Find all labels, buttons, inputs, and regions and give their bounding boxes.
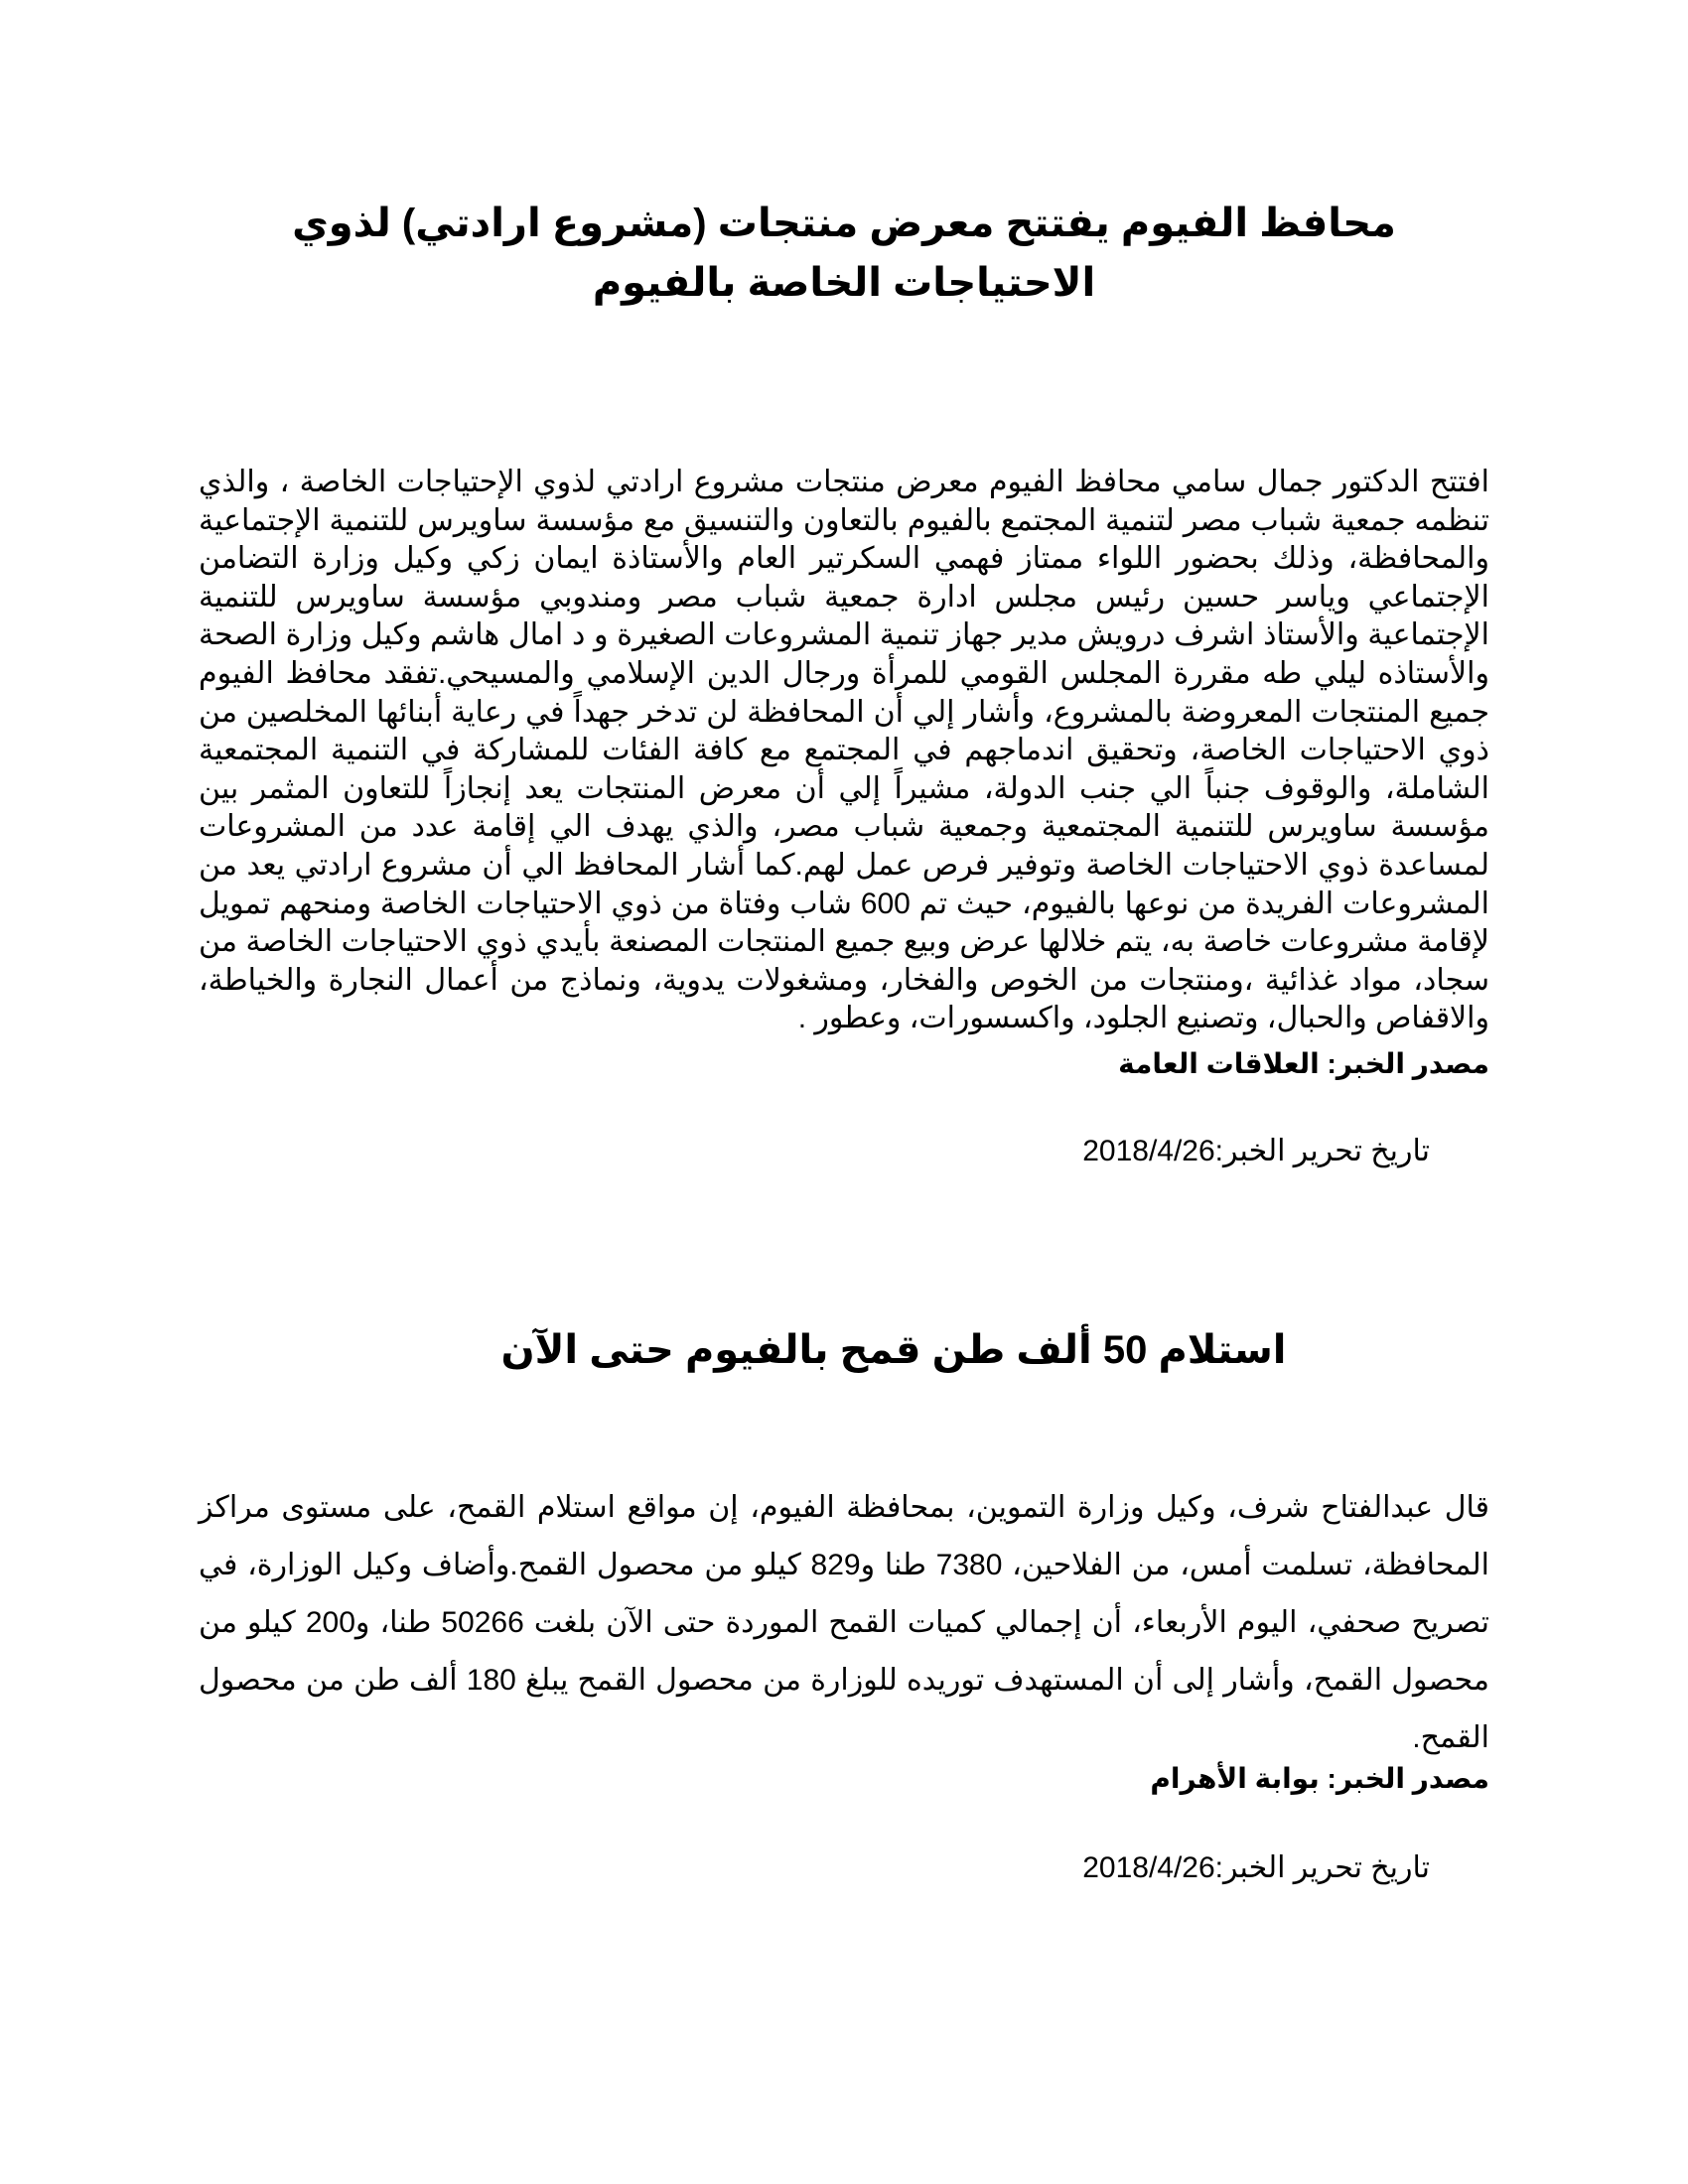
news-date-value: 2018/4/26	[1082, 1851, 1215, 1884]
news-date	[199, 1848, 1489, 1888]
news-article	[199, 194, 1489, 1171]
news-date-label: تاريخ تحرير الخبر:	[1214, 1134, 1430, 1167]
article-body: افتتح الدكتور جمال سامي محافظ الفيوم معرض منتجات مشروع ارادتي لذوي الإحتياجات الخاصة ، والذي تنظمه جمعية شباب مصر لتنمية المجتمع بالفيوم بالتعاون والتنسيق مع مؤسسة ساويرس للتنمية الإجتماعية والمحافظة، وذلك بحضور اللواء ممتاز فهمي السكرتير العام والأستاذة ايمان زكي وكيل وزارة التضامن الإجتماعي وياسر حسين رئيس مجلس ادارة جمعية شباب مصر ومندوبي مؤسسة ساويرس للتنمية الإجتماعية والأستاذ اشرف درويش مدير جهاز تنمية المشروعات الصغيرة و د امال هاشم وكيل وزارة الصحة والأستاذه ليلي طه مقررة المجلس القومي للمرأة ورجال الدين الإسلامي والمسيحي.تفقد محافظ الفيوم جميع المنتجات المعروضة بالمشروع، وأشار إلي أن المحافظة لن تدخر جهداً في رعاية أبنائها المخلصين من ذوي الاحتياجات الخاصة، وتحقيق اندماجهم في المجتمع مع كافة الفئات للمشاركة في التنمية المجتمعية الشاملة، والوقوف جنباً الي جنب الدولة، مشيراً إلي أن معرض المنتجات يعد إنجازاً للتعاون المثمر بين مؤسسة ساويرس للتنمية المجتمعية وجمعية شباب مصر، والذي يهدف الي إقامة عدد من المشروعات لمساعدة ذوي الاحتياجات الخاصة وتوفير فرص عمل لهم.كما أشار المحافظ الي أن مشروع ارادتي يعد من المشروعات الفريدة من نوعها بالفيوم، حيث تم 600 شاب وفتاة من ذوي الاحتياجات الخاصة ومنحهم تمويل لإقامة مشروعات خاصة به، يتم خلالها عرض وبيع جميع المنتجات المصنعة بأيدي ذوي الاحتياجات الخاصة من سجاد، مواد غذائية ،ومنتجات من الخوص والفخار، ومشغولات يدوية، ونماذج من أعمال النجارة والخياطة، والاقفاص والحبال، وتصنيع الجلود، واكسسورات، وعطور .	[199, 466, 1489, 1035]
news-date	[199, 1132, 1489, 1171]
news-source	[199, 1044, 1489, 1084]
article-headline: استلام 50 ألف طن قمح بالفيوم حتى الآن	[500, 1328, 1287, 1372]
article-headline: محافظ الفيوم يفتتح معرض منتجات (مشروع ارادتي) لذوي الاحتياجات الخاصة بالفيوم	[292, 202, 1396, 305]
news-date-label: تاريخ تحرير الخبر:	[1214, 1851, 1430, 1884]
news-source	[199, 1759, 1489, 1799]
news-source-value: بوابة الأهرام	[1150, 1763, 1320, 1794]
news-source-label: مصدر الخبر:	[1327, 1047, 1489, 1079]
article-body: قال عبدالفتاح شرف، وكيل وزارة التموين، بمحافظة الفيوم، إن مواقع استلام القمح، على مستوى مراكز المحافظة، تسلمت أمس، من الفلاحين، 7380 طنا و829 كيلو من محصول القمح.وأضاف وكيل الوزارة، في تصريح صحفي، اليوم الأربعاء، أن إجمالي كميات القمح الموردة حتى الآن بلغت 50266 طنا، و200 كيلو من محصول القمح، وأشار إلى أن المستهدف توريده للوزارة من محصول القمح يبلغ 180 ألف طن من محصول القمح.	[199, 1491, 1489, 1754]
news-source-value: العلاقات العامة	[1118, 1047, 1320, 1079]
news-source-label: مصدر الخبر:	[1327, 1763, 1489, 1794]
news-article	[199, 1320, 1489, 1888]
news-date-value: 2018/4/26	[1082, 1134, 1215, 1167]
